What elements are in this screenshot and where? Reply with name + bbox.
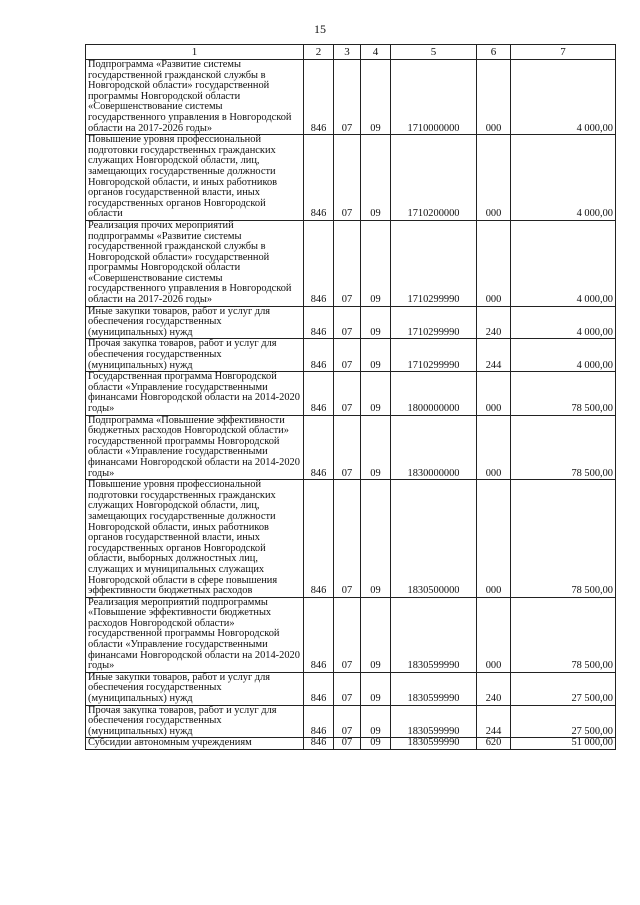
row-gr-cell: 846: [304, 480, 334, 598]
row-csr-cell: 1830599990: [391, 738, 477, 750]
table-row: [86, 306, 616, 339]
table-row: [86, 372, 616, 415]
page-number: 15: [314, 22, 326, 36]
table-row: [86, 705, 616, 738]
column-header-2: 2: [304, 45, 334, 60]
row-pr-cell: 09: [361, 306, 391, 339]
table-row: [86, 135, 616, 221]
row-rz-cell: 07: [334, 220, 361, 306]
row-csr-cell: 1830599990: [391, 597, 477, 672]
row-pr-cell: 09: [361, 339, 391, 372]
row-gr-cell: 846: [304, 597, 334, 672]
row-vr-cell: 240: [477, 672, 511, 705]
column-header-6: 6: [477, 45, 511, 60]
row-gr-cell: 846: [304, 705, 334, 738]
table-row: [86, 60, 616, 135]
row-csr-cell: 1830000000: [391, 415, 477, 480]
row-csr-cell: 1830599990: [391, 705, 477, 738]
row-gr-cell: 846: [304, 738, 334, 750]
row-name-cell: Иные закупки товаров, работ и услуг для обеспечения государственных (муниципальных) нужд: [86, 672, 304, 705]
row-pr-cell: 09: [361, 672, 391, 705]
row-csr-cell: 1710299990: [391, 339, 477, 372]
row-vr-cell: 244: [477, 339, 511, 372]
row-vr-cell: 000: [477, 135, 511, 221]
row-rz-cell: 07: [334, 339, 361, 372]
budget-table: [85, 44, 616, 750]
row-gr-cell: 846: [304, 339, 334, 372]
row-vr-cell: 000: [477, 480, 511, 598]
column-header-4: 4: [361, 45, 391, 60]
row-vr-cell: 000: [477, 372, 511, 415]
row-vr-cell: 240: [477, 306, 511, 339]
row-rz-cell: 07: [334, 306, 361, 339]
row-sum-cell: 78 500,00: [511, 415, 616, 480]
row-name-cell: Государственная программа Новгородской области «Управление государственными финансами Новгородской области на 2014-2020 годы»: [86, 372, 304, 415]
column-header-7: 7: [511, 45, 616, 60]
row-vr-cell: 000: [477, 415, 511, 480]
row-sum-cell: 27 500,00: [511, 705, 616, 738]
row-csr-cell: 1830599990: [391, 672, 477, 705]
column-header-1: 1: [86, 45, 304, 60]
row-vr-cell: 620: [477, 738, 511, 750]
row-sum-cell: 51 000,00: [511, 738, 616, 750]
header-row: [86, 45, 616, 60]
row-name-cell: Подпрограмма «Развитие системы государственной гражданской службы в Новгородской области» государственной программы Новгородской области «Совершенствование системы государственного управления в Новгородской области на 2017-2026 годы»: [86, 60, 304, 135]
row-sum-cell: 27 500,00: [511, 672, 616, 705]
row-name-cell: Прочая закупка товаров, работ и услуг для обеспечения государственных (муниципальных) нужд: [86, 705, 304, 738]
row-vr-cell: 000: [477, 597, 511, 672]
row-csr-cell: 1710200000: [391, 135, 477, 221]
row-name-cell: Реализация мероприятий подпрограммы «Повышение эффективности бюджетных расходов Новгородской области» государственной программы Новгородской области «Управление государственными финансами Новгородской области на 2014-2020 годы»: [86, 597, 304, 672]
row-rz-cell: 07: [334, 135, 361, 221]
row-rz-cell: 07: [334, 672, 361, 705]
row-pr-cell: 09: [361, 738, 391, 750]
table-row: [86, 597, 616, 672]
row-sum-cell: 78 500,00: [511, 372, 616, 415]
row-gr-cell: 846: [304, 372, 334, 415]
row-name-cell: Прочая закупка товаров, работ и услуг для обеспечения государственных (муниципальных) нужд: [86, 339, 304, 372]
row-csr-cell: 1830500000: [391, 480, 477, 598]
table-row: [86, 415, 616, 480]
row-pr-cell: 09: [361, 220, 391, 306]
row-rz-cell: 07: [334, 480, 361, 598]
row-gr-cell: 846: [304, 306, 334, 339]
table-row: [86, 672, 616, 705]
row-pr-cell: 09: [361, 597, 391, 672]
row-pr-cell: 09: [361, 372, 391, 415]
table-row: [86, 220, 616, 306]
row-name-cell: Субсидии автономным учреждениям: [86, 738, 304, 750]
row-gr-cell: 846: [304, 220, 334, 306]
row-name-cell: Реализация прочих мероприятий подпрограммы «Развитие системы государственной гражданской службы в Новгородской области» государственной программы Новгородской области «Совершенствование системы государственного управления в Новгородской области на 2017-2026 годы»: [86, 220, 304, 306]
row-name-cell: Повышение уровня профессиональной подготовки государственных гражданских служащих Новгородской области, лиц, замещающих государственные должности Новгородской области, иных работников органов государственной власти, иных государственных органов Новгородской области, выборных должностных лиц, служащих и муниципальных служащих Новгородской области в сфере повышения эффективности бюджетных расходов: [86, 480, 304, 598]
row-csr-cell: 1710299990: [391, 306, 477, 339]
row-csr-cell: 1800000000: [391, 372, 477, 415]
row-rz-cell: 07: [334, 372, 361, 415]
row-gr-cell: 846: [304, 415, 334, 480]
row-rz-cell: 07: [334, 597, 361, 672]
table-row: [86, 738, 616, 750]
row-name-cell: Повышение уровня профессиональной подготовки государственных гражданских служащих Новгородской области, лиц, замещающих государственные должности Новгородской области, и иных работников органов государственной власти, иных государственных органов Новгородской области: [86, 135, 304, 221]
row-csr-cell: 1710299990: [391, 220, 477, 306]
row-csr-cell: 1710000000: [391, 60, 477, 135]
row-rz-cell: 07: [334, 60, 361, 135]
row-name-cell: Подпрограмма «Повышение эффективности бюджетных расходов Новгородской области» государственной программы Новгородской области «Управление государственными финансами Новгородской области на 2014-2020 годы»: [86, 415, 304, 480]
row-pr-cell: 09: [361, 480, 391, 598]
row-sum-cell: 4 000,00: [511, 135, 616, 221]
row-sum-cell: 4 000,00: [511, 60, 616, 135]
row-sum-cell: 78 500,00: [511, 597, 616, 672]
row-rz-cell: 07: [334, 415, 361, 480]
row-gr-cell: 846: [304, 60, 334, 135]
row-rz-cell: 07: [334, 738, 361, 750]
column-header-5: 5: [391, 45, 477, 60]
row-sum-cell: 4 000,00: [511, 339, 616, 372]
row-gr-cell: 846: [304, 135, 334, 221]
row-pr-cell: 09: [361, 415, 391, 480]
row-pr-cell: 09: [361, 60, 391, 135]
row-gr-cell: 846: [304, 672, 334, 705]
row-name-cell: Иные закупки товаров, работ и услуг для обеспечения государственных (муниципальных) нужд: [86, 306, 304, 339]
column-header-3: 3: [334, 45, 361, 60]
table-row: [86, 339, 616, 372]
row-vr-cell: 000: [477, 220, 511, 306]
table-body: [86, 60, 616, 750]
row-sum-cell: 78 500,00: [511, 480, 616, 598]
row-sum-cell: 4 000,00: [511, 220, 616, 306]
row-vr-cell: 000: [477, 60, 511, 135]
table-row: [86, 480, 616, 598]
row-pr-cell: 09: [361, 705, 391, 738]
row-vr-cell: 244: [477, 705, 511, 738]
row-sum-cell: 4 000,00: [511, 306, 616, 339]
row-rz-cell: 07: [334, 705, 361, 738]
row-pr-cell: 09: [361, 135, 391, 221]
